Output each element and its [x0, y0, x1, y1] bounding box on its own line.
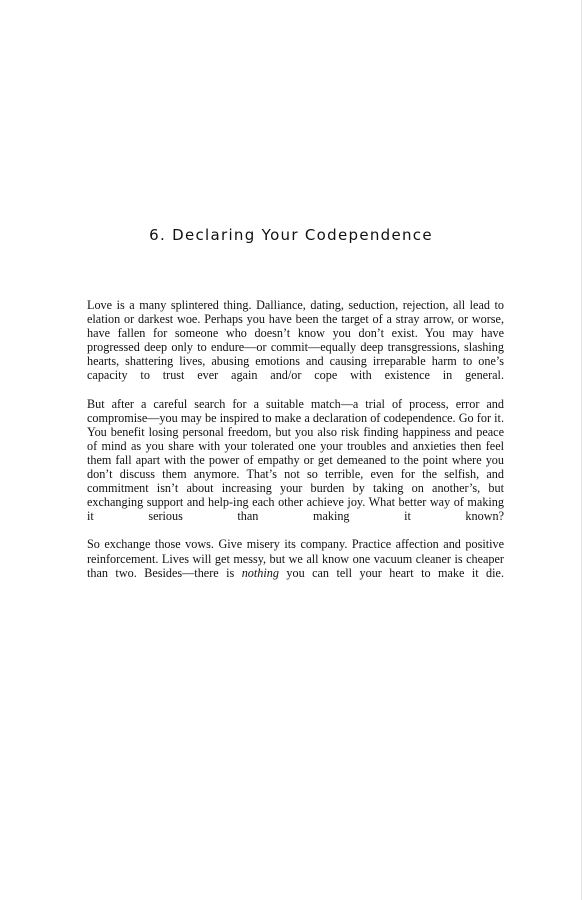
paragraph-3-emphasis: nothing: [241, 565, 279, 580]
paragraph-3: [87, 537, 504, 579]
paragraph-3-after: you can tell your heart to make it die.: [278, 565, 504, 580]
chapter-body: [87, 298, 504, 594]
chapter-title: 6. Declaring Your Codependence: [149, 226, 433, 244]
paragraph-2: But after a careful search for a suitable match—a trial of process, error and compromise—you may be inspired to make a declaration of codependence. Go for it. You benefit losing personal freedom, but you also risk finding happiness and peace of mind as you share with your tolerated one your troubles and anxieties then feel them fall apart with the power of empathy or get demeaned to the point where you don’t discuss them anymore. That’s not so terrible, even for the selfish, and commitment isn’t about increasing your burden by taking on another’s, but exchanging support and help-ing each other achieve joy. What better way of making it serious than making it known?: [87, 396, 504, 524]
paragraph-3-before: So exchange those vows. Give misery its company. Practice affection and positive reinforcement. Lives will get messy, but we all know one vacuum cleaner is cheaper than two. Besides—there is: [87, 537, 504, 580]
paragraph-1: Love is a many splintered thing. Dalliance, dating, seduction, rejection, all lead to elation or darkest woe. Perhaps you have been the target of a stray arrow, or worse, have fallen for someone who doesn’t know you don’t exist. You may have progressed deep only to endure—or commit—equally deep transgressions, slashing hearts, shattering lives, abusing emotions and causing irreparable harm to one’s capacity to trust ever again and/or cope with existence in general.: [87, 298, 504, 383]
